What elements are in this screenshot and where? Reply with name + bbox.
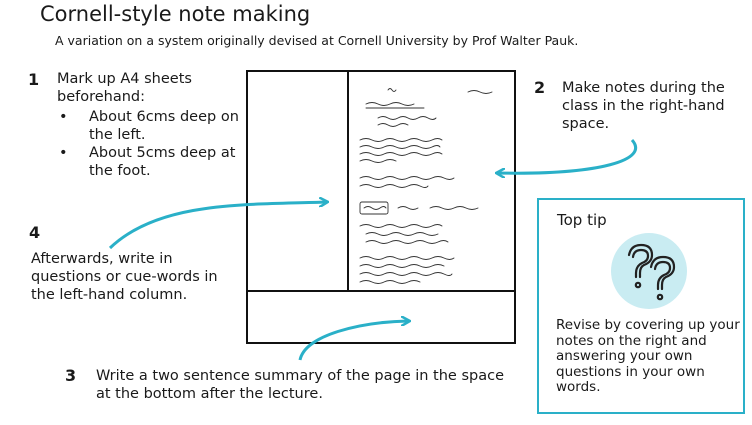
arrow-step3 — [300, 321, 408, 360]
step1-text: Mark up A4 sheets beforehand: — [57, 71, 192, 105]
arrow-step2 — [498, 140, 636, 173]
step4-text: Afterwards, write in questions or cue-words in the left-hand column. — [31, 251, 218, 303]
arrow-step4 — [110, 202, 326, 248]
step1-bullet: • About 5cms deep at the foot. — [57, 144, 239, 180]
question-marks-icon — [611, 233, 687, 309]
top-tip-box — [537, 198, 745, 414]
tip-title: Top tip — [557, 211, 607, 229]
step3-text: Write a two sentence summary of the page in the space at the bottom after the lecture. — [96, 368, 504, 402]
step2-text: Make notes during the class in the right-hand space. — [562, 80, 725, 132]
step4-number: 4 — [29, 223, 41, 242]
tip-text: Revise by covering up your notes on the right and answering your own questions in your own words. — [556, 317, 740, 395]
step1-bullet: • About 6cms deep on the left. — [57, 108, 239, 144]
step2-number: 2 — [534, 78, 546, 97]
step3-number: 3 — [65, 366, 77, 385]
subtitle: A variation on a system originally devised at Cornell University by Prof Walter Pauk. — [55, 33, 579, 48]
page-title: Cornell-style note making — [40, 2, 311, 26]
step1-number: 1 — [28, 70, 40, 89]
